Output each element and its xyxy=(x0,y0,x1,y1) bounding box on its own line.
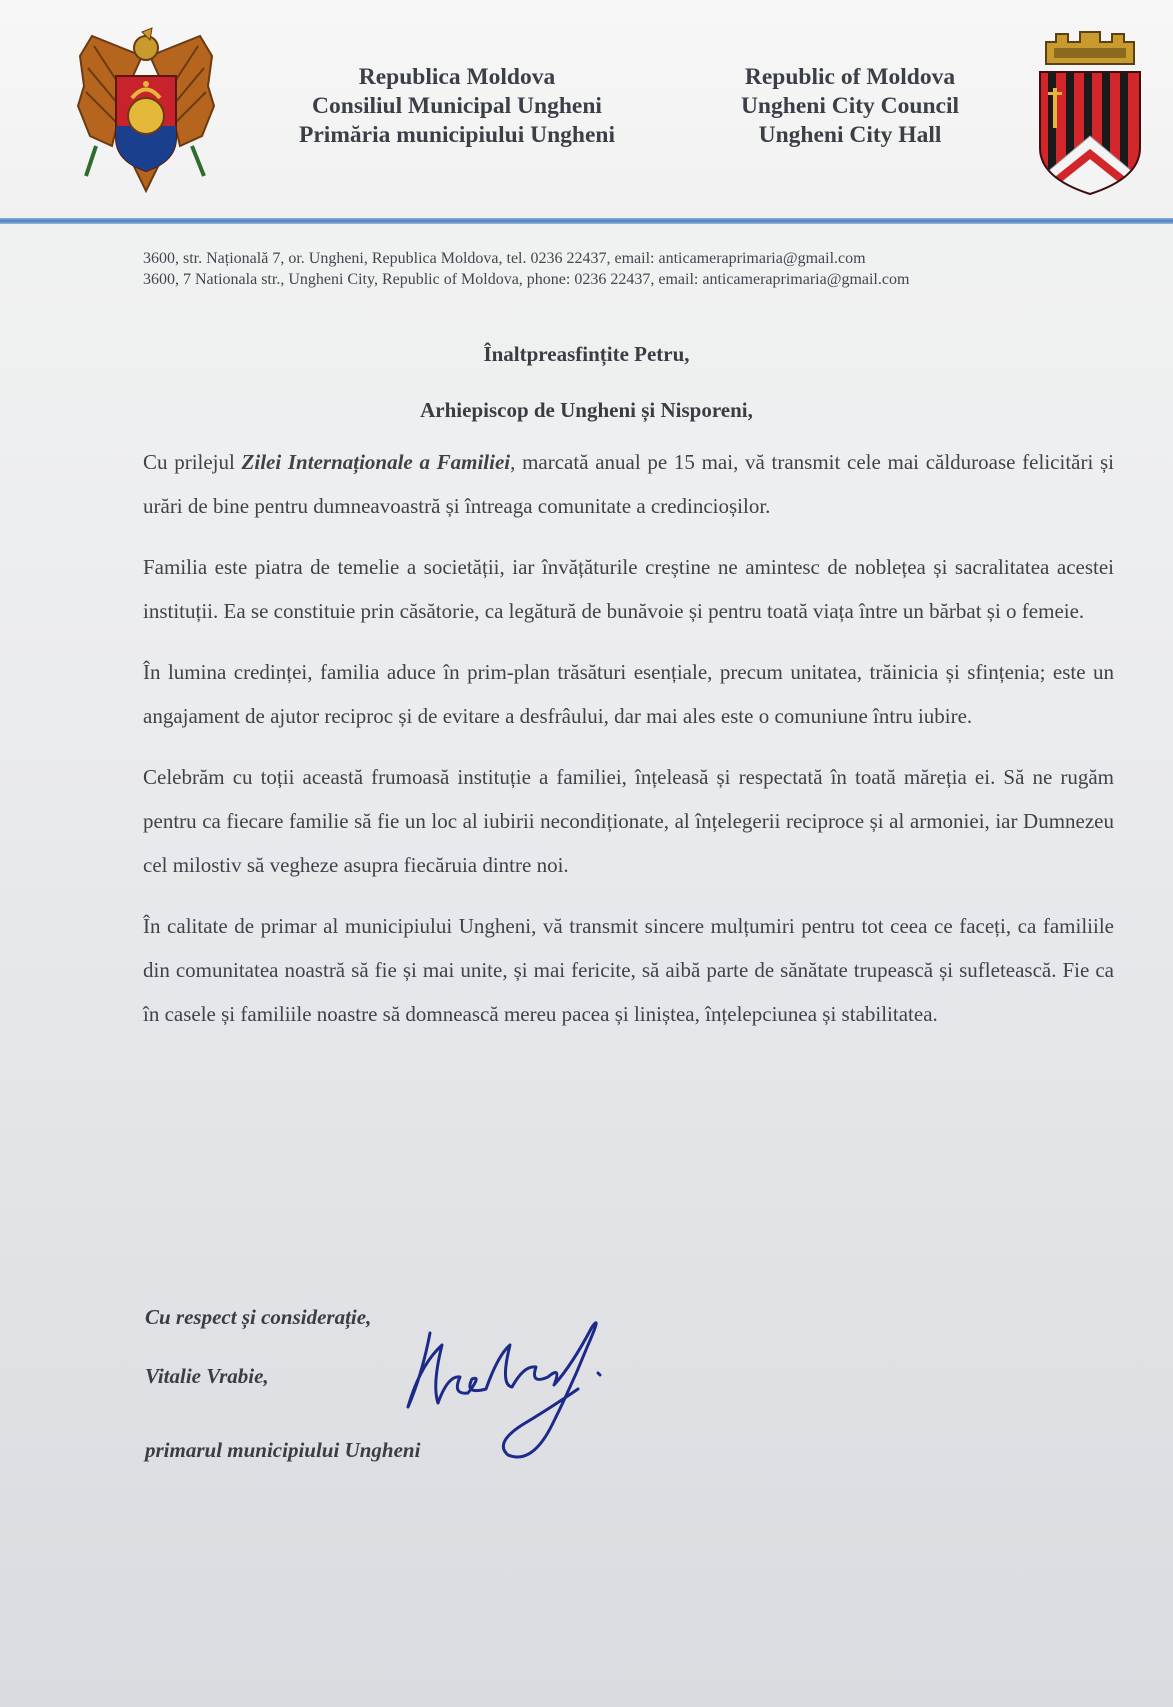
signatory-title: primarul municipiului Ungheni xyxy=(145,1438,421,1462)
header-divider xyxy=(0,218,1173,224)
paragraph-5: În calitate de primar al municipiului Ungheni, vă transmit sincere mulțumiri pentru tot ceea ce faceți, ca familiile din comunitatea noastră să fie și mai unite, și mai fericite, să aibă parte de sănătate trupească și sufletească. Fie ca în casele și familiile noastre să domnească mereu pacea și liniștea, înțelepciunea și stabilitatea. xyxy=(143,914,1114,1026)
header-english xyxy=(690,63,1010,150)
header-en-line-2: Ungheni City Council xyxy=(740,93,960,119)
paragraph-1-start: Cu prilejul xyxy=(143,450,242,474)
contact-block xyxy=(143,248,1063,290)
header-en-line-3: Ungheni City Hall xyxy=(758,122,942,148)
paragraph-4: Celebrăm cu toții această frumoasă instituție a familiei, înțeleasă și respectată în toată măreția ei. Să ne rugăm pentru ca fiecare familie să fie un loc al iubirii necondiționate, al înțelegerii reciproce și al armoniei, iar Dumnezeu cel milostiv să vegheze asupra fiecăruia dintre noi. xyxy=(143,765,1114,877)
header-ro-line-1: Republica Moldova xyxy=(358,64,556,90)
header-ro-line-3: Primăria municipiului Ungheni xyxy=(299,122,615,148)
salutation-line-2: Arhiepiscop de Ungheni și Nisporeni, xyxy=(420,398,753,422)
closing-regards: Cu respect și considerație, xyxy=(145,1305,372,1329)
signatory-name: Vitalie Vrabie, xyxy=(145,1364,269,1388)
event-name-emphasis: Zilei Internaționale a Familiei xyxy=(241,450,511,474)
signature-icon xyxy=(402,1315,662,1465)
contact-romanian: 3600, str. Națională 7, or. Ungheni, Republica Moldova, tel. 0236 22437, email: anticameraprimaria@gmail.com xyxy=(143,250,866,267)
paragraph-3: În lumina credinței, familia aduce în prim-plan trăsături esențiale, precum unitatea, trăinicia și sfințenia; este un angajament de ajutor reciproc și de evitare a desfrâului, dar mai ales este o comuniune întru iubire. xyxy=(143,660,1114,728)
paragraph-1 xyxy=(143,440,1114,528)
header-en-line-1: Republic of Moldova xyxy=(744,64,956,90)
paragraph-1-end: , marcată anual pe 15 mai, vă transmit cele mai călduroase felicitări și urări de bine pentru dumneavoastră și întreaga comunitate a credincioșilor. xyxy=(143,450,1114,518)
paragraph-2: Familia este piatra de temelie a societății, iar învățăturile creștine ne amintesc de noblețea și sacralitatea acestei instituții. Ea se constituie prin căsătorie, ca legătură de bunăvoie și pentru toată viața între un bărbat și o femeie. xyxy=(143,555,1114,623)
moldova-coat-of-arms-icon xyxy=(72,26,220,196)
salutation-line-1: Înaltpreasfințite Petru, xyxy=(483,342,690,366)
ungheni-coat-of-arms-icon xyxy=(1034,28,1146,196)
header-ro-line-2: Consiliul Municipal Ungheni xyxy=(312,93,602,119)
header-romanian xyxy=(262,63,652,150)
letter-body xyxy=(143,440,1114,1053)
contact-english: 3600, 7 Nationala str., Ungheni City, Republic of Moldova, phone: 0236 22437, email: anticameraprimaria@gmail.com xyxy=(143,271,910,288)
